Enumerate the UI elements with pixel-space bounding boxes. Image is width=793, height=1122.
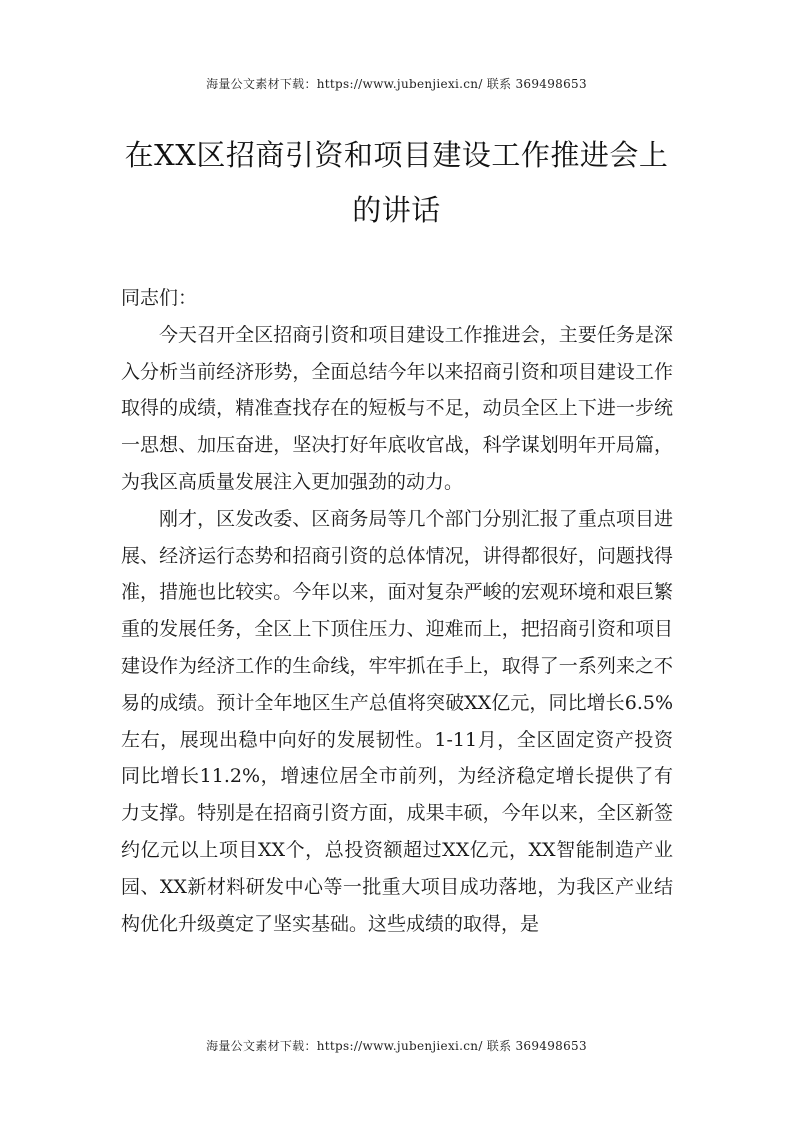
paragraph-2: 刚才，区发改委、区商务局等几个部门分别汇报了重点项目进展、经济运行态势和招商引资的总体情况，讲得都很好，问题找得准，措施也比较实。今年以来，面对复杂严峻的宏观环境和艰巨繁重的发展任务，全区上下顶住压力、迎难而上，把招商引资和项目建设作为经济工作的生命线，牢牢抓在手上，取得了一系列来之不易的成绩。预计全年地区生产总值将突破XX亿元，同比增长6.5%左右，展现出稳中向好的发展韧性。1-11月，全区固定资产投资同比增长11.2%，增速位居全市前列，为经济稳定增长提供了有力支撑。特别是在招商引资方面，成果丰硕，今年以来，全区新签约亿元以上项目XX个，总投资额超过XX亿元，XX智能制造产业园、XX新材料研发中心等一批重大项目成功落地，为我区产业结构优化升级奠定了坚实基础。这些成绩的取得，是: [121, 507, 673, 935]
title-line-1: 在XX区招商引资和项目建设工作推进会上: [124, 138, 669, 172]
page-header: 海量公文素材下载：https://www.jubenjiexi.cn/ 联系 369498653: [206, 77, 587, 91]
salutation: 同志们：: [121, 287, 198, 309]
paragraph-1: 今天召开全区招商引资和项目建设工作推进会，主要任务是深入分析当前经济形势，全面总结今年以来招商引资和项目建设工作取得的成绩，精准查找存在的短板与不足，动员全区上下进一步统一思想、加压奋进，坚决打好年底收官战，科学谋划明年开局篇，为我区高质量发展注入更加强劲的动力。: [121, 323, 673, 493]
document-body: [121, 280, 673, 942]
document-title: [120, 128, 673, 238]
page-footer: 海量公文素材下载：https://www.jubenjiexi.cn/ 联系 369498653: [206, 1039, 587, 1053]
title-line-2: 的讲话: [352, 193, 441, 227]
